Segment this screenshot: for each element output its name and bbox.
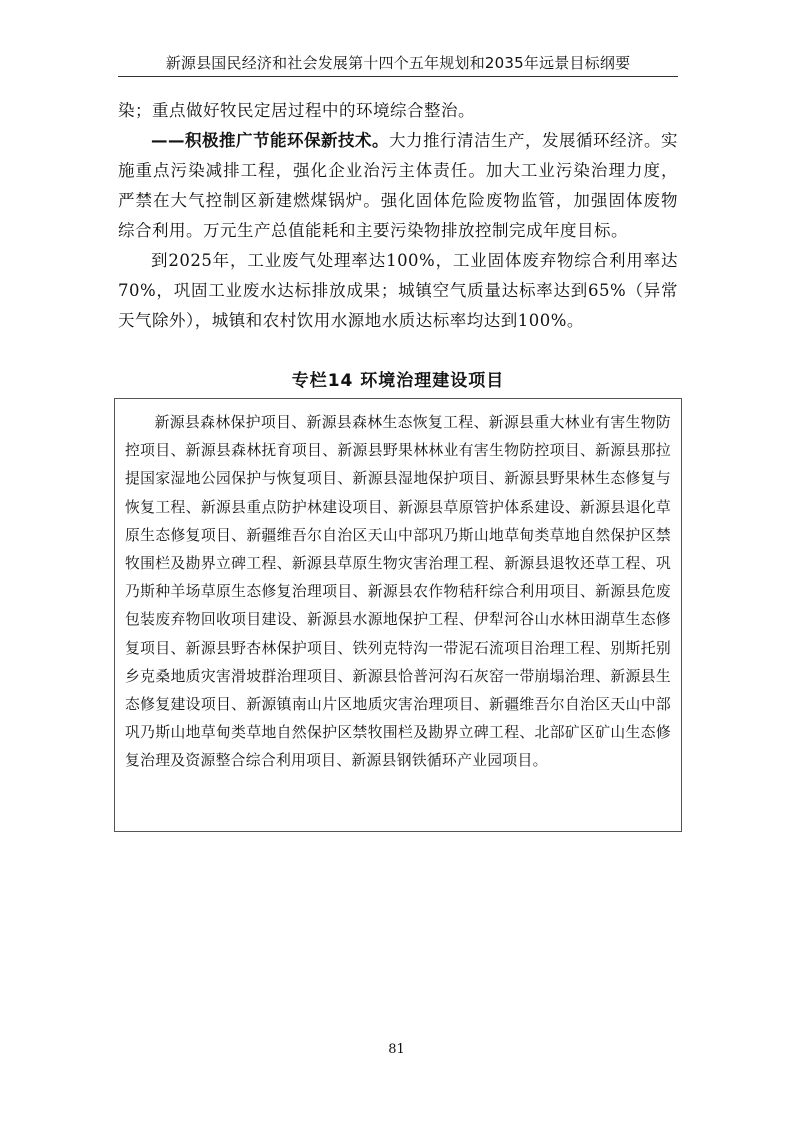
header-divider: [118, 76, 678, 77]
project-list-text: 新源县森林保护项目、新源县森林生态恢复工程、新源县重大林业有害生物防控项目、新源县森林抚育项目、新源县野果林林业有害生物防控项目、新源县那拉提国家湿地公园保护与恢复项目、新源县湿地保护项目、新源县野果林生态修复与恢复工程、新源县重点防护林建设项目、新源县草原管护体系建设、新源县退化草原生态修复项目、新疆维吾尔自治区天山中部巩乃斯山地草甸类草地自然保护区禁牧围栏及勘界立碑工程、新源县草原生物灾害治理工程、新源县退牧还草工程、巩乃斯种羊场草原生态修复治理项目、新源县农作物秸秆综合利用项目、新源县危废包装废弃物回收项目建设、新源县水源地保护工程、伊犁河谷山水林田湖草生态修复项目、新源县野杏林保护项目、铁列克特沟一带泥石流项目治理工程、别斯托别乡克桑地质灾害滑坡群治理项目、新源县恰普河沟石灰窑一带崩塌治理、新源县生态修复建设项目、新源镇南山片区地质灾害治理项目、新疆维吾尔自治区天山中部巩乃斯山地草甸类草地自然保护区禁牧围栏及勘界立碑工程、北部矿区矿山生态修复治理及资源整合综合利用项目、新源县钢铁循环产业园项目。: [125, 414, 671, 770]
paragraph-2025-targets: 到2025年，工业废气处理率达100%，工业固体废弃物综合利用率达70%，巩固工业废水达标排放成果；城镇空气质量达标率达到65%（异常天气除外），城镇和农村饮用水源地水质达标率均达到100%。: [118, 251, 678, 330]
paragraph-energy-saving: [118, 126, 678, 246]
project-box: [114, 398, 682, 832]
paragraph-continuation: 染；重点做好牧民定居过程中的环境综合整治。: [118, 101, 475, 120]
paragraph-text: 大力推行清洁生产，发展循环经济。实施重点污染减排工程，强化企业治污主体责任。加大工业污染治理力度，严禁在大气控制区新建燃煤锅炉。强化固体危险废物监管，加强固体废物综合利用。万元生产总值能耗和主要污染物排放控制完成年度目标。: [118, 131, 678, 240]
paragraph-heading: ——积极推广节能环保新技术。: [151, 131, 389, 150]
box-title: 专栏14 环境治理建设项目: [291, 371, 505, 391]
body-text: [118, 96, 678, 336]
page-number: 81: [388, 1042, 405, 1057]
running-header: 新源县国民经济和社会发展第十四个五年规划和2035年远景目标纲要: [165, 54, 631, 72]
